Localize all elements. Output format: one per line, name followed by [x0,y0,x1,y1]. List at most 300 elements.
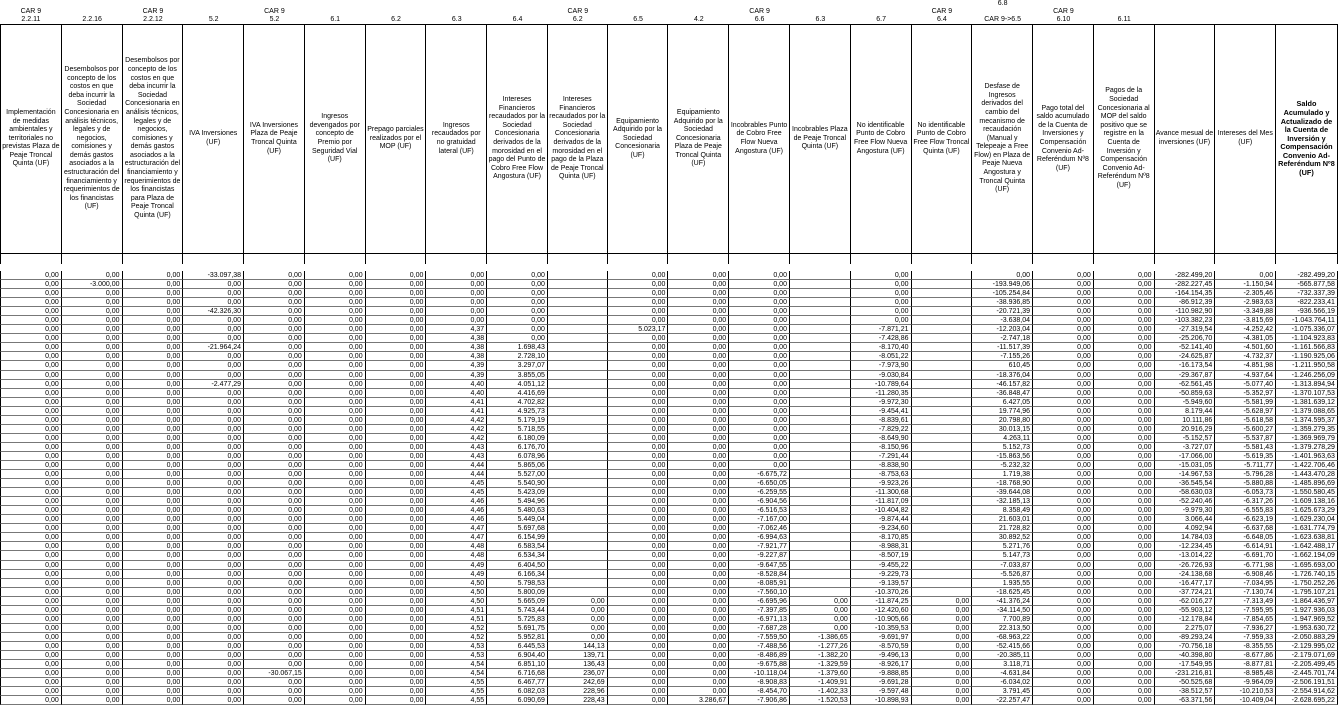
table-cell: 0,00 [0,678,62,687]
table-cell [548,570,608,579]
table-cell: -4.501,60 [1215,343,1276,352]
column-header: Desembolsos por concepto de los costos en que deba incurrir la Sociedad Concesionaria en análisis técnicos, legales y de negocios, comisiones y demás gastos asociados a la estructuración del financiamiento y requerimientos de los financistas (UF) [62,24,123,254]
table-cell: -110.982,90 [1155,307,1216,316]
table-cell: 0,00 [305,361,366,370]
table-cell: 0,00 [366,416,427,425]
table-cell: 0,00 [912,669,973,678]
table-cell: 0,00 [608,624,669,633]
table-cell: -1.161.566,83 [1276,343,1338,352]
table-cell: -8.507,19 [851,551,912,560]
table-cell [548,271,608,280]
table-cell: -1.150,94 [1215,280,1276,289]
table-cell: 2.728,10 [487,352,548,361]
table-cell: 0,00 [668,479,729,488]
table-row [0,597,1338,606]
table-cell: 4.702,82 [487,398,548,407]
table-cell [912,325,973,334]
table-cell: 0,00 [0,651,62,660]
table-cell: 0,00 [912,624,973,633]
table-cell: 0,00 [668,407,729,416]
table-cell: 0,00 [244,515,305,524]
table-cell: 0,00 [1094,389,1155,398]
table-cell: -282.499,20 [1276,271,1338,280]
table-cell: 0,00 [62,289,123,298]
table-cell [790,470,851,479]
table-cell: 0,00 [912,597,973,606]
table-cell: 0,00 [1033,633,1094,642]
table-cell: -7.033,87 [972,561,1033,570]
table-cell: 0,00 [1094,588,1155,597]
table-cell: 0,00 [244,615,305,624]
table-cell: 0,00 [244,651,305,660]
table-cell: 0,00 [1094,316,1155,325]
column-code [1215,8,1276,16]
table-cell: -1.642.488,17 [1276,542,1338,551]
column-code: 2.2.16 [82,16,102,23]
table-row [0,325,1338,334]
table-cell: 0,00 [1094,470,1155,479]
table-cell: 0,00 [305,452,366,461]
table-cell: 0,00 [366,588,427,597]
table-cell: 0,00 [608,488,669,497]
table-cell [790,289,851,298]
table-cell: 0,00 [62,669,123,678]
table-cell: 0,00 [548,597,608,606]
column-code [1155,8,1216,16]
table-cell: -9.454,41 [851,407,912,416]
table-cell: 0,00 [0,416,62,425]
table-cell: 242,69 [548,678,608,687]
table-cell: -9.030,84 [851,371,912,380]
table-cell: 0,00 [366,696,427,705]
table-row [0,696,1338,705]
table-cell: -6.908,46 [1215,570,1276,579]
table-cell: -8.454,70 [729,687,790,696]
table-cell: 4,44 [426,470,487,479]
column-code [668,8,729,16]
table-cell: 0,00 [62,352,123,361]
table-cell: 0,00 [1033,624,1094,633]
table-row [0,289,1338,298]
table-cell: 0,00 [123,506,184,515]
column-header: Desembolsos por concepto de los costos en que deba incurrir la Sociedad Concesionaria en análisis técnicos, legales y de negocios, comisiones y demás gastos asociados a la estructuración del financiamiento y requerimientos de los financistas para Plaza de Peaje Troncal Quinta (UF) [123,24,184,254]
table-cell: -32.185,13 [972,497,1033,506]
column-code: 4.2 [693,16,704,23]
table-cell: 0,00 [1094,606,1155,615]
column-code [366,0,427,8]
table-cell: 0,00 [244,606,305,615]
table-cell: 0,00 [366,651,427,660]
table-row [0,361,1338,370]
table-cell: 0,00 [62,615,123,624]
table-cell: 0,00 [244,361,305,370]
table-cell: 0,00 [305,642,366,651]
table-cell: 3.791,45 [972,687,1033,696]
table-row [0,642,1338,651]
table-cell: 0,00 [729,325,790,334]
table-cell [548,542,608,551]
table-cell: -9.227,87 [729,551,790,560]
table-cell [790,551,851,560]
column-code [1276,0,1338,8]
table-cell: 0,00 [183,298,244,307]
table-cell: -1.379.088,65 [1276,407,1338,416]
blank-row [0,254,1338,264]
table-cell: -6.691,70 [1215,551,1276,560]
table-cell: 0,00 [668,470,729,479]
table-cell: -30.067,15 [244,669,305,678]
table-cell [790,343,851,352]
table-cell: 0,00 [608,579,669,588]
table-cell: 0,00 [608,461,669,470]
table-cell: 0,00 [366,515,427,524]
table-cell: 0,00 [1033,696,1094,705]
column-code: 6.4 [512,16,523,23]
table-cell: -2.554.914,62 [1276,687,1338,696]
table-cell: -9.691,97 [851,633,912,642]
table-cell [912,352,973,361]
table-cell: -7.155,26 [972,352,1033,361]
table-cell: 4,45 [426,479,487,488]
blank-cell [912,254,973,264]
table-cell: 0,00 [123,479,184,488]
table-cell [912,271,973,280]
table-cell: 0,00 [183,687,244,696]
table-cell: -21.964,24 [183,343,244,352]
table-cell: 0,00 [912,687,973,696]
column-code: 6.5 [633,16,643,23]
table-cell: -7.167,00 [729,515,790,524]
table-cell: 22.313,50 [972,624,1033,633]
table-cell: -1.329,59 [790,660,851,669]
column-code: 6.2 [391,16,401,23]
table-cell: 6.716,68 [487,669,548,678]
table-cell: -9.874,44 [851,515,912,524]
table-cell: 0,00 [123,579,184,588]
table-cell: -12.234,45 [1155,542,1216,551]
table-cell: -7.871,21 [851,325,912,334]
table-cell [912,425,973,434]
table-cell: -15.863,56 [972,452,1033,461]
table-cell: 1.698,43 [487,343,548,352]
table-cell: 0,00 [123,289,184,298]
table-cell: 0,00 [123,416,184,425]
table-cell: 0,00 [305,588,366,597]
table-cell: -7.595,95 [1215,606,1276,615]
table-cell: 0,00 [183,624,244,633]
column-code [305,0,366,8]
table-cell: -1.382,20 [790,651,851,660]
table-cell: 0,00 [123,669,184,678]
table-cell: -6.994,63 [729,533,790,542]
table-cell: 0,00 [1094,452,1155,461]
table-cell [790,325,851,334]
table-cell: -5.711,77 [1215,461,1276,470]
table-cell: 0,00 [123,461,184,470]
table-row [0,443,1338,452]
table-cell: 0,00 [1094,352,1155,361]
table-cell [790,524,851,533]
table-row [0,352,1338,361]
table-cell: 0,00 [608,389,669,398]
table-cell: 0,00 [1033,651,1094,660]
table-cell: 6.851,10 [487,660,548,669]
table-cell: -5.077,40 [1215,380,1276,389]
column-header: IVA Inversiones Plaza de Peaje Troncal Quinta (UF) [244,24,305,254]
table-cell: 0,00 [1033,542,1094,551]
table-cell: -7.921,77 [729,542,790,551]
table-cell: 0,00 [244,470,305,479]
table-cell: -24.138,68 [1155,570,1216,579]
table-cell: 0,00 [366,298,427,307]
table-cell: 5.691,75 [487,624,548,633]
table-cell: 0,00 [244,371,305,380]
table-cell: 0,00 [729,380,790,389]
table-cell [912,524,973,533]
table-cell: 0,00 [183,642,244,651]
table-cell [790,506,851,515]
table-cell: 4,47 [426,533,487,542]
table-cell: 0,00 [608,398,669,407]
table-cell: 0,00 [1033,271,1094,280]
table-cell: 0,00 [244,325,305,334]
table-cell: 0,00 [668,642,729,651]
table-cell: -565.877,58 [1276,280,1338,289]
column-header: Pago total del saldo acumulado de la Cuenta de Inversiones y Compensación Convenio Ad-Referéndum Nº8 (UF) [1033,24,1094,254]
table-cell: -6.971,13 [729,615,790,624]
column-code: 6.3 [815,16,826,23]
table-cell: 0,00 [608,443,669,452]
table-cell: 0,00 [305,515,366,524]
table-cell: 0,00 [62,660,123,669]
table-row [0,407,1338,416]
table-cell: -7.428,86 [851,334,912,343]
table-cell: 0,00 [123,660,184,669]
table-cell: 4,37 [426,325,487,334]
table-cell: 4,46 [426,515,487,524]
table-cell: 0,00 [183,389,244,398]
table-cell: 20.798,80 [972,416,1033,425]
table-cell: -9.234,60 [851,524,912,533]
table-cell: 0,00 [668,398,729,407]
table-cell: 0,00 [1094,425,1155,434]
table-cell: -7.687,28 [729,624,790,633]
table-cell [912,334,973,343]
table-cell: 0,00 [1094,488,1155,497]
table-cell: -8.355,55 [1215,642,1276,651]
table-cell: -7.130,74 [1215,588,1276,597]
table-cell: 0,00 [668,289,729,298]
table-cell: 0,00 [183,434,244,443]
table-cell: 0,00 [123,570,184,579]
table-cell: 5.743,44 [487,606,548,615]
table-cell: 0,00 [608,334,669,343]
table-cell: 0,00 [1033,479,1094,488]
table-cell: 0,00 [668,361,729,370]
table-cell: 0,00 [183,615,244,624]
table-cell: -282.499,20 [1155,271,1216,280]
table-cell: 0,00 [366,570,427,579]
table-cell: -29.367,87 [1155,371,1216,380]
table-cell: 0,00 [0,461,62,470]
table-cell: 0,00 [608,479,669,488]
column-code [668,0,729,8]
table-cell: -5.880,88 [1215,479,1276,488]
table-row [0,542,1338,551]
blank-cell [487,254,548,264]
table-cell: 0,00 [62,380,123,389]
table-cell: 0,00 [183,696,244,705]
table-cell: 0,00 [62,371,123,380]
table-cell: 0,00 [0,687,62,696]
table-cell: 0,00 [366,271,427,280]
table-row [0,398,1338,407]
column-header: Incobrables Plaza de Peaje Troncal Quinta (UF) [790,24,851,254]
table-cell: 0,00 [912,633,973,642]
table-cell: 0,00 [244,461,305,470]
table-cell: 6.427,05 [972,398,1033,407]
table-cell: 0,00 [62,533,123,542]
table-cell: 0,00 [608,606,669,615]
table-cell: 0,00 [305,615,366,624]
table-cell: 0,00 [1033,678,1094,687]
table-cell: -63.371,56 [1155,696,1216,705]
table-cell: 0,00 [1094,380,1155,389]
table-cell: -9.496,13 [851,651,912,660]
table-cell: 0,00 [366,352,427,361]
table-cell: 0,00 [123,678,184,687]
table-cell: 0,00 [62,561,123,570]
table-cell: 0,00 [62,479,123,488]
blank-cell [426,254,487,264]
table-cell [790,443,851,452]
table-cell: -4.381,05 [1215,334,1276,343]
table-cell: 0,00 [0,334,62,343]
table-cell: -12.203,04 [972,325,1033,334]
column-code [608,8,669,16]
column-code [729,0,790,8]
table-row [0,615,1338,624]
table-cell: 5.865,06 [487,461,548,470]
table-cell: 0,00 [668,316,729,325]
table-cell: 0,00 [0,479,62,488]
table-cell: -17.066,00 [1155,452,1216,461]
table-cell: 0,00 [426,316,487,325]
table-cell: 0,00 [668,579,729,588]
table-row [0,380,1338,389]
table-cell: -10.370,26 [851,588,912,597]
column-code [1276,8,1338,16]
table-cell [790,280,851,289]
table-cell: -16.477,17 [1155,579,1216,588]
table-cell: -105.254,84 [972,289,1033,298]
table-cell: 5.540,90 [487,479,548,488]
table-cell: 0,00 [1033,615,1094,624]
table-cell: 0,00 [366,307,427,316]
table-cell [790,352,851,361]
table-cell: 0,00 [668,687,729,696]
column-code [62,8,123,16]
table-cell: 0,00 [0,669,62,678]
column-code [851,8,912,16]
table-row [0,524,1338,533]
table-cell: -38.936,85 [972,298,1033,307]
column-code [487,0,548,8]
table-cell: 0,00 [183,651,244,660]
table-cell: 4,41 [426,407,487,416]
table-cell [548,461,608,470]
column-code: 5.2 [208,16,219,23]
table-cell: 0,00 [668,389,729,398]
table-cell: -1.313.894,94 [1276,380,1338,389]
table-cell: -5.619,35 [1215,452,1276,461]
table-cell: -50.525,68 [1155,678,1216,687]
table-cell: 0,00 [305,389,366,398]
table-cell: 0,00 [426,298,487,307]
table-cell [790,316,851,325]
table-cell: -1.609.138,16 [1276,497,1338,506]
table-cell: -1.623.638,81 [1276,533,1338,542]
table-cell: 0,00 [1033,434,1094,443]
table-cell [548,316,608,325]
table-cell [790,579,851,588]
table-cell: 0,00 [183,479,244,488]
column-code: 6.2 [572,16,583,23]
table-cell: 4,50 [426,597,487,606]
table-cell: 6.082,03 [487,687,548,696]
table-cell: 0,00 [1094,579,1155,588]
column-code [1033,0,1094,8]
table-cell: 0,00 [305,334,366,343]
table-cell: 4,38 [426,334,487,343]
table-cell: -2.477,29 [183,380,244,389]
column-code [62,0,123,8]
table-cell: 0,00 [123,606,184,615]
table-cell: 30.013,15 [972,425,1033,434]
table-cell: 0,00 [608,470,669,479]
table-cell: -17.549,95 [1155,660,1216,669]
table-cell: 0,00 [1094,461,1155,470]
table-cell: -27.319,54 [1155,325,1216,334]
table-cell: 0,00 [608,687,669,696]
blank-cell [790,254,851,264]
table-cell: 0,00 [244,352,305,361]
table-cell: 0,00 [244,533,305,542]
table-cell: -1.625.673,29 [1276,506,1338,515]
table-cell [912,461,973,470]
table-cell: -9.139,57 [851,579,912,588]
table-cell [912,307,973,316]
table-cell: 4,38 [426,352,487,361]
table-cell: 0,00 [668,615,729,624]
table-cell: 0,00 [729,389,790,398]
table-cell: 0,00 [244,425,305,434]
table-cell: 0,00 [62,361,123,370]
table-row [0,660,1338,669]
table-cell: -103.382,23 [1155,316,1216,325]
table-cell: -25.206,70 [1155,334,1216,343]
table-cell: 4,48 [426,551,487,560]
table-cell: 0,00 [1033,389,1094,398]
table-cell [912,380,973,389]
table-cell [548,434,608,443]
table-cell: 0,00 [366,407,427,416]
table-cell: 0,00 [608,416,669,425]
table-cell: -5.949,60 [1155,398,1216,407]
table-cell: 0,00 [851,280,912,289]
table-cell: 0,00 [244,642,305,651]
blank-cell [548,254,608,264]
